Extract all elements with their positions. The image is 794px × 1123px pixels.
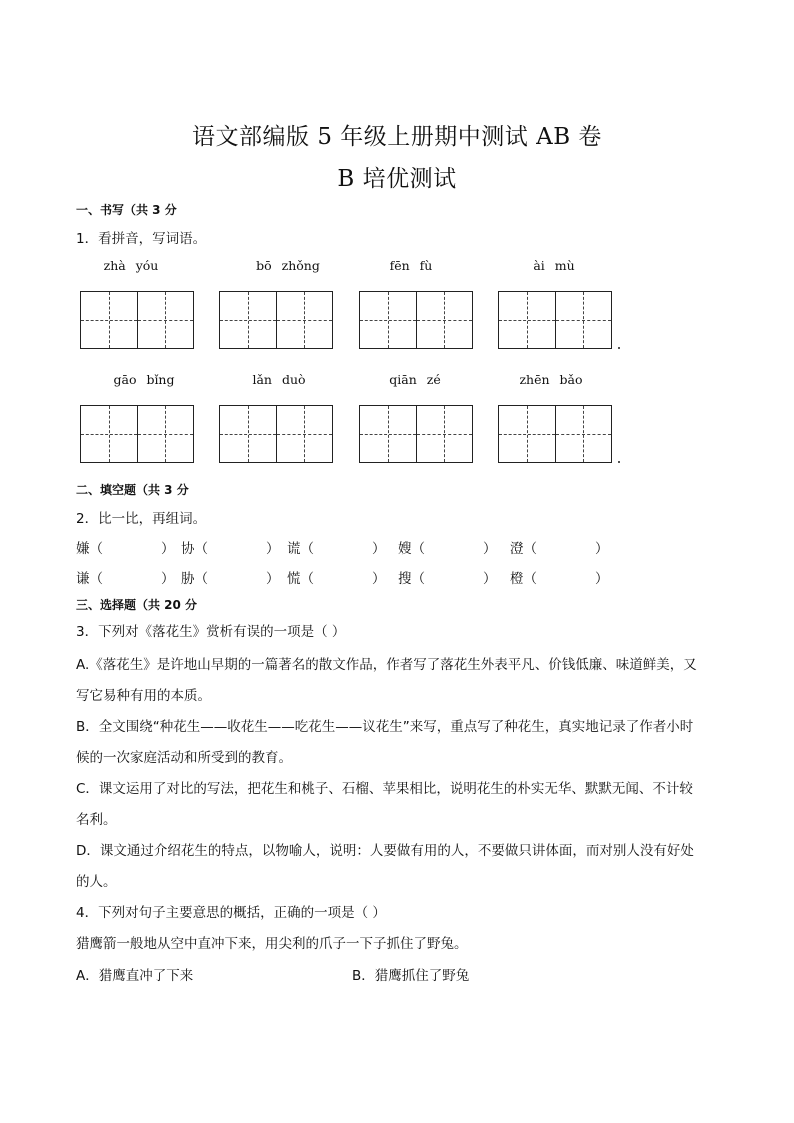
compare-item[interactable]: 慌（ ） [287, 571, 386, 587]
writing-grid[interactable] [80, 405, 194, 463]
pinyin-label: fēn fù [389, 258, 433, 273]
writing-grid[interactable] [359, 291, 473, 349]
question-1: 1．看拼音，写词语。 [76, 231, 207, 247]
pinyin-label: qiān zé [389, 372, 441, 387]
page-title: 语文部编版 5 年级上册期中测试 AB 卷 [192, 124, 602, 150]
option-a-cont: 写它易种有用的本质。 [76, 688, 211, 704]
option-a[interactable]: A．猎鹰直冲了下来 [76, 968, 194, 984]
compare-item[interactable]: 胁（ ） [181, 571, 280, 587]
writing-grid[interactable] [498, 405, 612, 463]
pinyin-label: ài mù [533, 258, 575, 273]
pinyin-label: zhà yóu [103, 258, 159, 273]
grid-end-dot [618, 347, 620, 349]
option-b[interactable]: B．猎鹰抓住了野兔 [352, 968, 470, 984]
compare-item[interactable]: 协（ ） [181, 541, 280, 557]
pinyin-label: bō zhǒng [256, 258, 320, 273]
pinyin-label: zhēn bǎo [519, 372, 583, 387]
option-d-cont: 的人。 [76, 874, 117, 890]
section-heading-writing: 一、书写（共 3 分 [76, 203, 177, 217]
section-heading-choice: 三、选择题（共 20 分 [76, 598, 198, 612]
question-4: 4．下列对句子主要意思的概括，正确的一项是（ ） [76, 905, 386, 921]
option-d[interactable]: D．课文通过介绍花生的特点，以物喻人，说明：人要做有用的人，不要做只讲体面，而对别人没有好处 [76, 843, 694, 859]
writing-grid[interactable] [219, 405, 333, 463]
compare-item[interactable]: 澄（ ） [510, 541, 609, 557]
question-2: 2．比一比，再组词。 [76, 511, 207, 527]
writing-grid[interactable] [80, 291, 194, 349]
compare-item[interactable]: 谦（ ） [76, 571, 175, 587]
question-3: 3．下列对《落花生》赏析有误的一项是（ ） [76, 624, 346, 640]
option-c-cont: 名利。 [76, 812, 117, 828]
page-subtitle: B 培优测试 [337, 166, 457, 192]
section-heading-fill: 二、填空题（共 3 分 [76, 483, 189, 497]
compare-item[interactable]: 谎（ ） [287, 541, 386, 557]
compare-item[interactable]: 搜（ ） [398, 571, 497, 587]
grid-end-dot [618, 461, 620, 463]
writing-grid[interactable] [219, 291, 333, 349]
option-c[interactable]: C．课文运用了对比的写法，把花生和桃子、石榴、苹果相比，说明花生的朴实无华、默默无闻、不计较 [76, 781, 693, 797]
option-a[interactable]: A.《落花生》是许地山早期的一篇著名的散文作品，作者写了落花生外表平凡、价钱低廉、味道鲜美，又 [76, 657, 697, 673]
compare-item[interactable]: 嫌（ ） [76, 541, 175, 557]
pinyin-label: lǎn duò [252, 372, 306, 387]
writing-grid[interactable] [359, 405, 473, 463]
option-b[interactable]: B．全文围绕“种花生——收花生——吃花生——议花生”来写，重点写了种花生，真实地记录了作者小时 [76, 719, 694, 735]
compare-item[interactable]: 嫂（ ） [398, 541, 497, 557]
question-4-sentence: 猎鹰箭一般地从空中直冲下来，用尖利的爪子一下子抓住了野兔。 [76, 936, 468, 952]
option-b-cont: 候的一次家庭活动和所受到的教育。 [76, 750, 292, 766]
pinyin-label: gāo bǐng [113, 372, 175, 387]
compare-item[interactable]: 橙（ ） [510, 571, 609, 587]
writing-grid[interactable] [498, 291, 612, 349]
